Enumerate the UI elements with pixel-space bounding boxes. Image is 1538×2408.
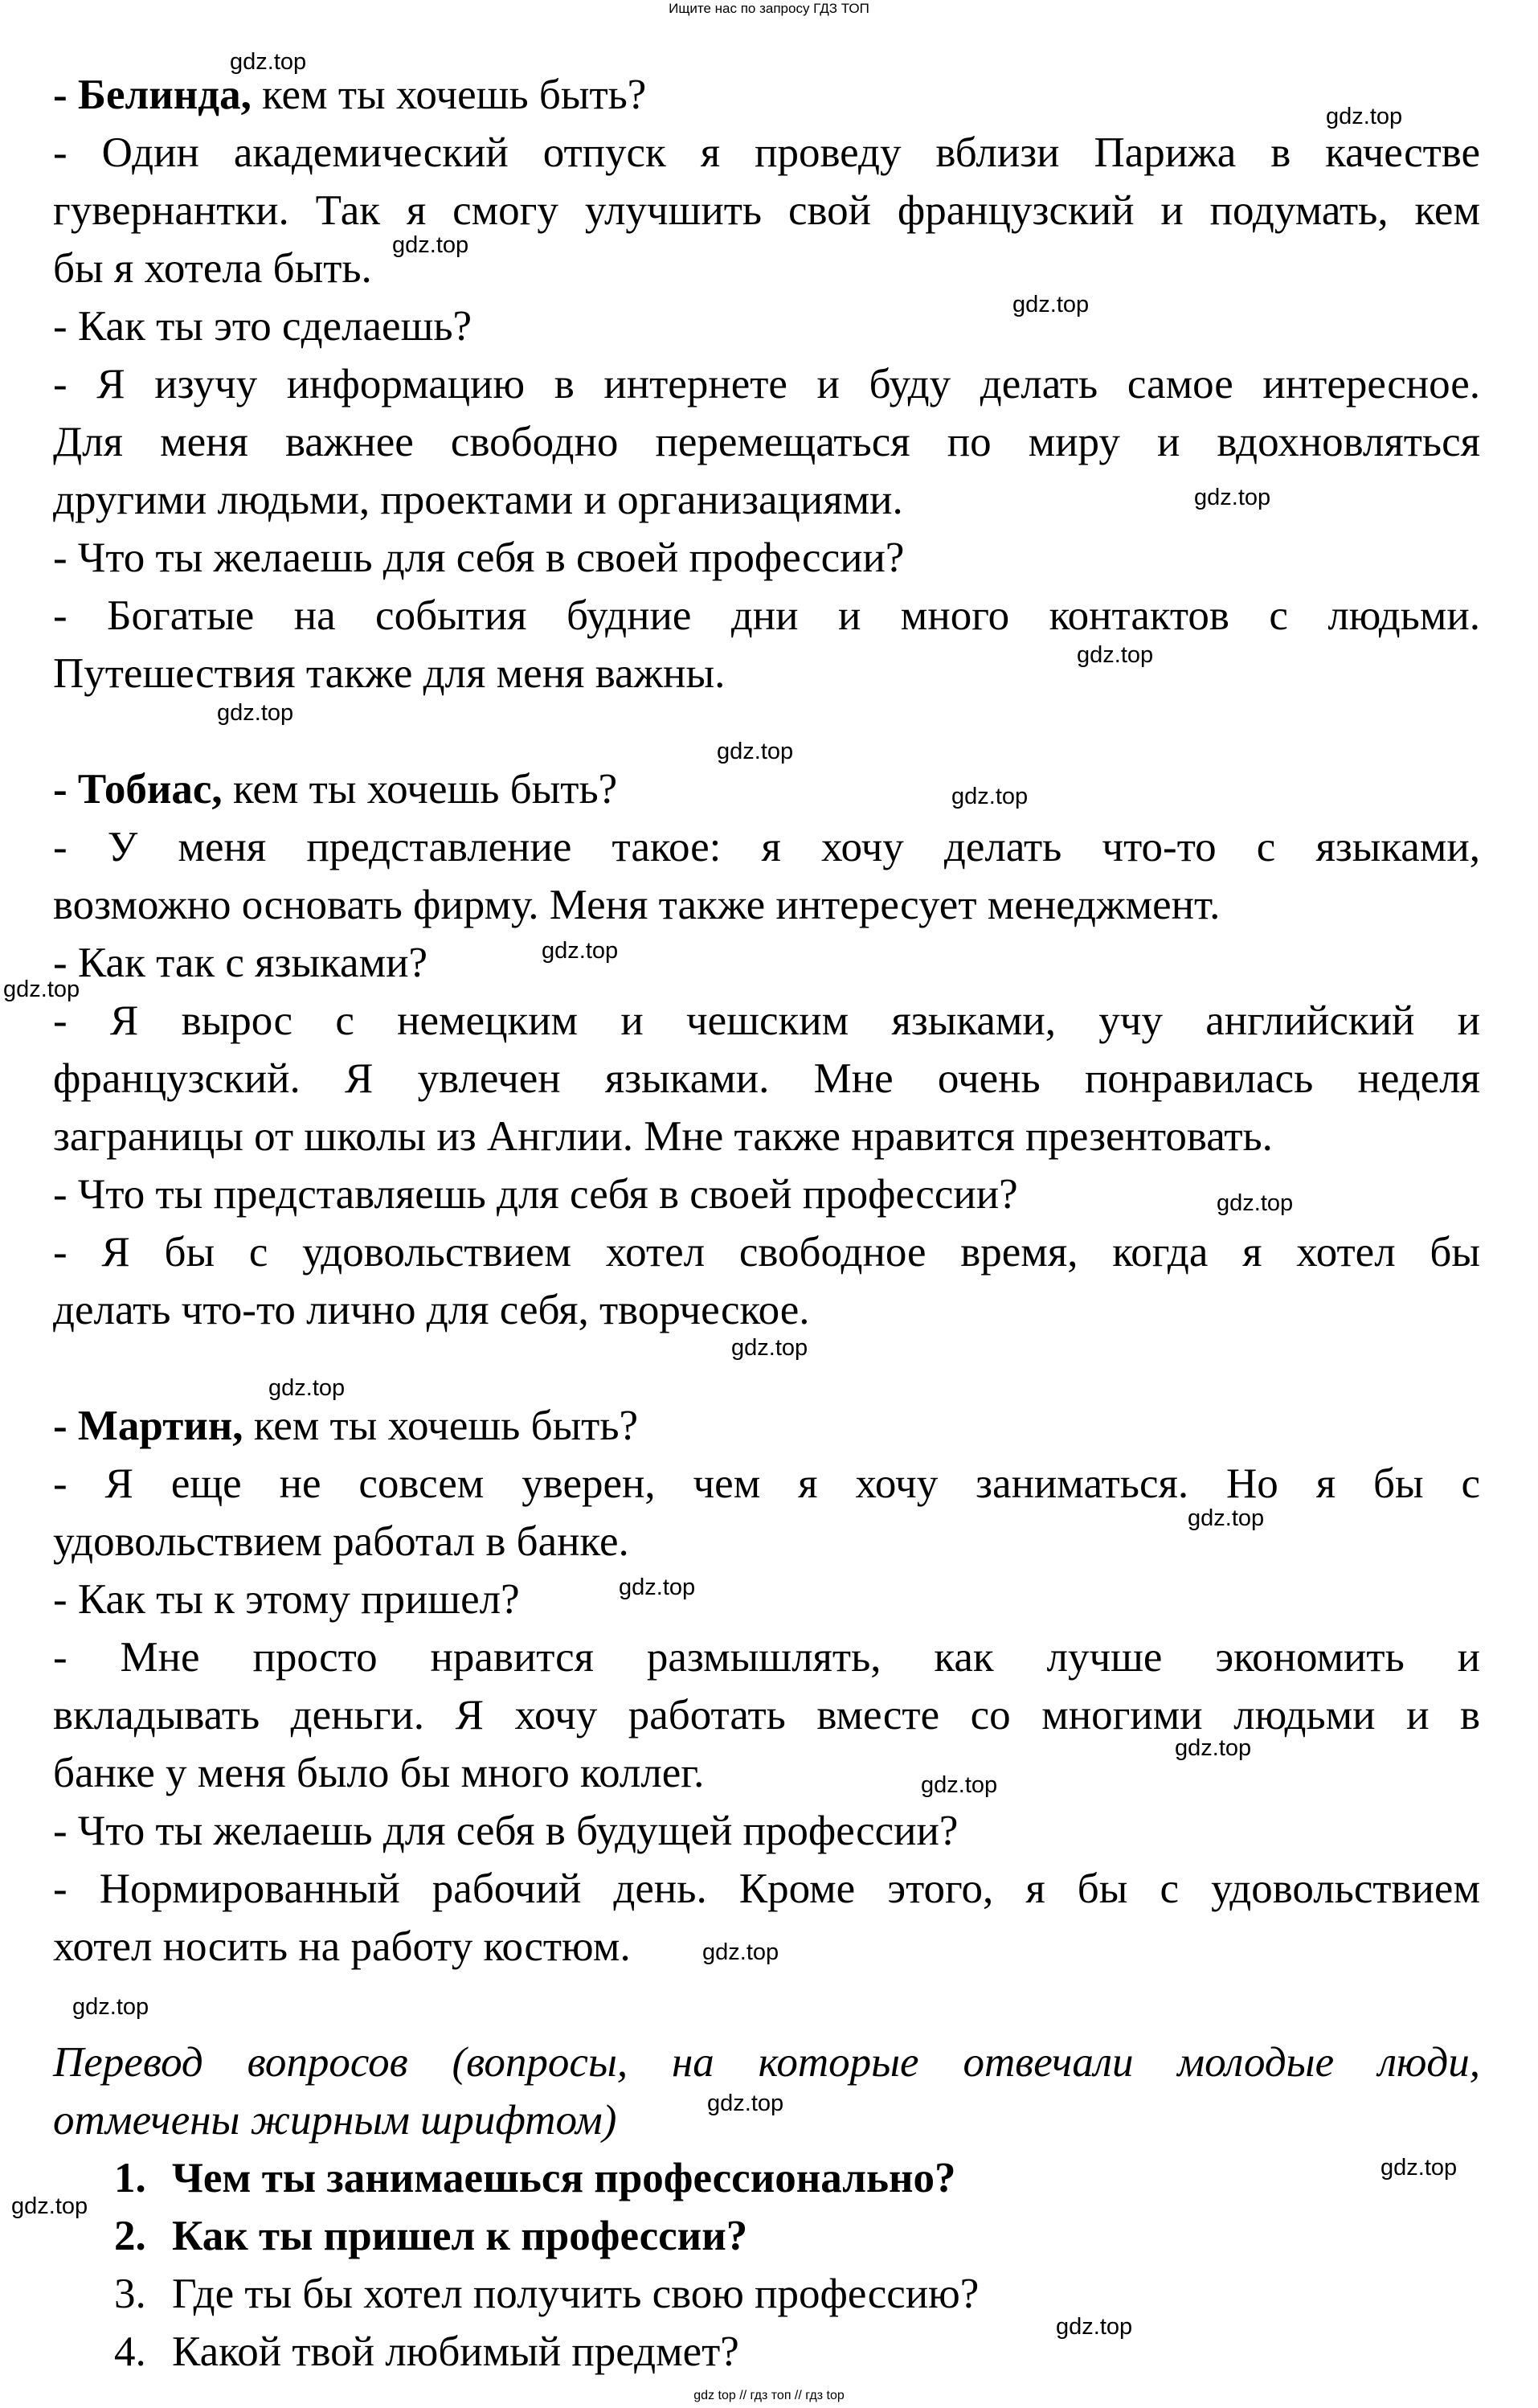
answer-line: - Нормированный рабочий день. Кроме этого, я бы с удовольствием	[53, 1865, 1480, 1912]
watermark: gdz.top	[72, 1994, 149, 2020]
question-line: - Как ты к этому пришел?	[53, 1576, 520, 1623]
watermark: gdz.top	[1326, 104, 1403, 129]
answer-line: - Мне просто нравится размышлять, как лучше экономить и	[53, 1634, 1480, 1681]
watermark: gdz.top	[707, 2091, 784, 2116]
question-item	[114, 2265, 1480, 2323]
watermark: gdz.top	[1188, 1505, 1265, 1531]
question-item	[114, 2323, 1480, 2381]
translation-intro-line: Перевод вопросов (вопросы, на которые отвечали молодые люди,	[53, 2039, 1480, 2086]
question-number: 3.	[114, 2271, 146, 2317]
watermark: gdz.top	[3, 977, 80, 1002]
question-number: 1.	[114, 2155, 146, 2201]
watermark: gdz.top	[542, 938, 619, 964]
answer-line: удовольствием работал в банке.	[53, 1518, 629, 1565]
document-body	[53, 66, 1480, 2381]
answer-line: бы я хотела быть.	[53, 245, 372, 292]
answer-line: гувернантки. Так я смогу улучшить свой французский и подумать, кем	[53, 187, 1480, 234]
speaker-name: - Тобиас,	[53, 766, 223, 813]
answer-line: Путешествия также для меня важны.	[53, 650, 726, 697]
top-banner: Ищите нас по запросу ГДЗ ТОП	[669, 1, 869, 16]
answer-line: - Я еще не совсем уверен, чем я хочу заниматься. Но я бы с	[53, 1460, 1480, 1507]
question-line: - Что ты желаешь для себя в своей профессии?	[53, 534, 905, 581]
question-item	[114, 2149, 1480, 2207]
question-line: - Что ты желаешь для себя в будущей профессии?	[53, 1808, 959, 1854]
watermark: gdz.top	[230, 49, 307, 75]
watermark: gdz.top	[731, 1335, 808, 1361]
question-line	[53, 1397, 1480, 1455]
question-line: - Как так с языками?	[53, 940, 428, 986]
bottom-banner: gdz top // гдз топ // гдз top	[693, 2389, 845, 2402]
watermark: gdz.top	[1077, 642, 1154, 668]
watermark: gdz.top	[217, 700, 294, 726]
question-text: кем ты хочешь быть?	[251, 72, 647, 118]
answer-line: - Я вырос с немецким и чешским языками, учу английский и	[53, 997, 1480, 1044]
answer-line: возможно основать фирму. Меня также интересует менеджмент.	[53, 882, 1221, 928]
question-number: 4.	[114, 2328, 146, 2375]
question-line	[53, 760, 1480, 818]
answer-line: - Я бы с удовольствием хотел свободное время, когда я хотел бы	[53, 1229, 1480, 1276]
answer-line: - Один академический отпуск я проведу вблизи Парижа в качестве	[53, 129, 1480, 176]
question-text: кем ты хочешь быть?	[222, 766, 618, 813]
question-item-text: Где ты бы хотел получить свою профессию?	[172, 2271, 980, 2317]
watermark: gdz.top	[1381, 2155, 1458, 2181]
interview-tobias	[53, 760, 1480, 1339]
watermark: gdz.top	[702, 1939, 779, 1965]
answer-line: - Богатые на события будние дни и много контактов с людьми.	[53, 592, 1480, 639]
answer-line: делать что-то лично для себя, творческое.	[53, 1287, 810, 1333]
questions-translation	[53, 2033, 1480, 2381]
answer-line: заграницы от школы из Англии. Мне также нравится презентовать.	[53, 1113, 1273, 1160]
watermark: gdz.top	[1217, 1190, 1294, 1216]
question-item-text: Какой твой любимый предмет?	[172, 2328, 739, 2375]
question-list	[53, 2149, 1480, 2381]
question-line: - Что ты представляешь для себя в своей профессии?	[53, 1171, 1018, 1218]
watermark: gdz.top	[951, 784, 1029, 809]
answer-line: банке у меня было бы много коллег.	[53, 1750, 705, 1796]
watermark: gdz.top	[268, 1375, 346, 1401]
question-item	[114, 2207, 1480, 2265]
translation-intro-line: отмечены жирным шрифтом)	[53, 2097, 617, 2144]
watermark: gdz.top	[11, 2193, 88, 2219]
watermark: gdz.top	[1175, 1735, 1252, 1761]
answer-line: - У меня представление такое: я хочу делать что-то с языками,	[53, 824, 1480, 870]
answer-line: вкладывать деньги. Я хочу работать вместе со многими людьми и в	[53, 1692, 1480, 1738]
question-item-text: Как ты пришел к профессии?	[172, 2213, 748, 2259]
answer-line: - Я изучу информацию в интернете и буду делать самое интересное.	[53, 361, 1480, 407]
section-gap	[53, 1976, 1480, 2033]
question-number: 2.	[114, 2213, 146, 2259]
answer-line: Для меня важнее свободно перемещаться по миру и вдохновляться	[53, 419, 1480, 465]
interview-martin	[53, 1397, 1480, 1976]
watermark: gdz.top	[1194, 485, 1271, 510]
watermark: gdz.top	[1012, 292, 1090, 317]
speaker-name: - Белинда,	[53, 72, 252, 118]
answer-line: французский. Я увлечен языками. Мне очень понравилась неделя	[53, 1055, 1480, 1102]
answer-line: хотел носить на работу костюм.	[53, 1923, 631, 1970]
speaker-name: - Мартин,	[53, 1403, 243, 1449]
question-item-text: Чем ты занимаешься профессионально?	[172, 2155, 956, 2201]
question-line: - Как ты это сделаешь?	[53, 303, 472, 350]
watermark: gdz.top	[1056, 2314, 1133, 2340]
watermark: gdz.top	[717, 739, 794, 764]
interview-belinda	[53, 66, 1480, 702]
watermark: gdz.top	[392, 232, 469, 258]
question-text: кем ты хочешь быть?	[243, 1403, 639, 1449]
answer-line: другими людьми, проектами и организациями.	[53, 477, 903, 523]
watermark: gdz.top	[921, 1772, 998, 1798]
watermark: gdz.top	[619, 1575, 696, 1600]
